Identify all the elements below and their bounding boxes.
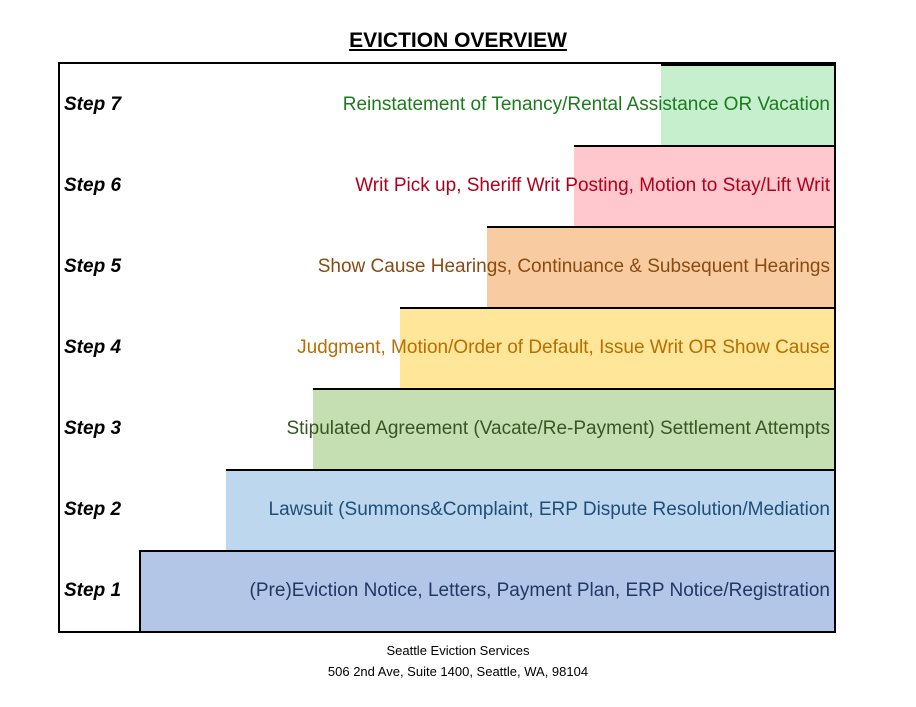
step-row-6	[60, 145, 834, 226]
step-description: Stipulated Agreement (Vacate/Re-Payment) Settlement Attempts	[286, 418, 830, 439]
step-row-1	[60, 550, 834, 631]
step-description: Lawsuit (Summons&Complaint, ERP Dispute Resolution/Mediation	[268, 499, 830, 520]
footer-address: 506 2nd Ave, Suite 1400, Seattle, WA, 98104	[327, 664, 589, 679]
step-label: Step 4	[64, 337, 122, 358]
step-label: Step 7	[64, 94, 122, 115]
step-description: (Pre)Eviction Notice, Letters, Payment Plan, ERP Notice/Registration	[249, 580, 830, 601]
step-row-2	[60, 469, 834, 550]
staircase-diagram	[58, 62, 836, 633]
footer-org: Seattle Eviction Services	[386, 643, 530, 658]
step-label: Step 5	[64, 256, 122, 277]
step-label: Step 3	[64, 418, 122, 439]
step-row-4	[60, 307, 834, 388]
page-title: EVICTION OVERVIEW	[349, 29, 567, 52]
step-label: Step 1	[64, 580, 122, 601]
step-description: Judgment, Motion/Order of Default, Issue Writ OR Show Cause	[297, 337, 830, 358]
step-label: Step 6	[64, 175, 122, 196]
step-description: Reinstatement of Tenancy/Rental Assistance OR Vacation	[342, 94, 830, 115]
step-row-3	[60, 388, 834, 469]
step-row-7	[60, 64, 834, 145]
step-description: Show Cause Hearings, Continuance & Subsequent Hearings	[317, 256, 830, 277]
step-row-5	[60, 226, 834, 307]
step-label: Step 2	[64, 499, 122, 520]
step-description: Writ Pick up, Sheriff Writ Posting, Motion to Stay/Lift Writ	[355, 175, 830, 196]
